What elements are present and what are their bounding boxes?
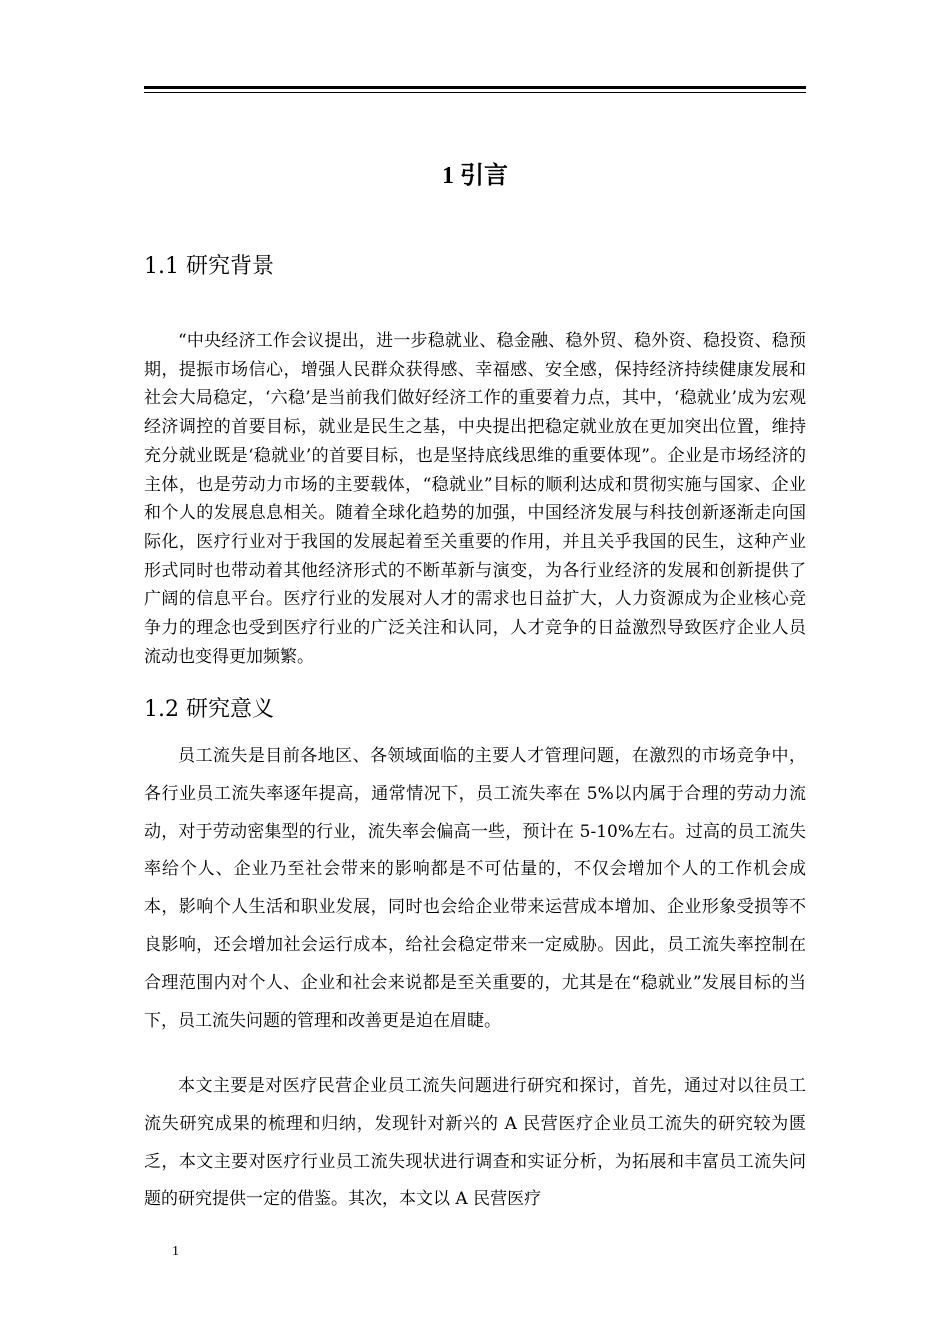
paragraph-background: “中央经济工作会议提出，进一步稳就业、稳金融、稳外贸、稳外资、稳投资、稳预期，提振市场信心，增强人民群众获得感、幸福感、安全感，保持经济持续健康发展和社会大局稳定，‘六稳’是当前我们做好经济工作的重要着力点，其中，‘稳就业’成为宏观经济调控的首要目标，就业是民生之基，中央提出把稳定就业放在更加突出位置，维持充分就业既是‘稳就业’的首要目标，也是坚持底线思维的重要体现”。企业是市场经济的主体，也是劳动力市场的主要载体，“稳就业”目标的顺利达成和贯彻实施与国家、企业和个人的发展息息相关。随着全球化趋势的加强，中国经济发展与科技创新逐渐走向国际化，医疗行业对于我国的发展起着至关重要的作用，并且关乎我国的民生，这种产业形式同时也带动着其他经济形式的不断革新与演变，为各行业经济的发展和创新提供了广阔的信息平台。医疗行业的发展对人才的需求也日益扩大，人力资源成为企业核心竞争力的理念也受到医疗行业的广泛关注和认同，人才竞争的日益激烈导致医疗企业人员流动也变得更加频繁。 xyxy=(144,331,806,667)
paragraph-significance-1: 员工流失是目前各地区、各领域面临的主要人才管理问题，在激烈的市场竞争中，各行业员工流失率逐年提高，通常情况下，员工流失率在 5%以内属于合理的劳动力流动，对于劳动密集型的行业，流失率会偏高一些，预计在 5-10%左右。过高的员工流失率给个人、企业乃至社会带来的影响都是不可估量的，不仅会增加个人的工作机会成本，影响个人生活和职业发展，同时也会给企业带来运营成本增加、企业形象受损等不良影响，还会增加社会运行成本，给社会稳定带来一定威胁。因此，员工流失率控制在合理范围内对个人、企业和社会来说都是至关重要的，尤其是在“稳就业”发展目标的当下，员工流失问题的管理和改善更是迫在眉睫。 xyxy=(144,746,806,1031)
chapter-title: 1 引言 xyxy=(442,163,508,189)
section-heading-background: 1.1 研究背景 xyxy=(144,254,274,279)
section-heading-significance: 1.2 研究意义 xyxy=(144,697,274,722)
paragraph-significance-2: 本文主要是对医疗民营企业员工流失问题进行研究和探讨，首先，通过对以往员工流失研究成果的梳理和归纳，发现针对新兴的 A 民营医疗企业员工流失的研究较为匮乏，本文主要对医疗行业员工流失现状进行调查和实证分析，为拓展和丰富员工流失问题的研究提供一定的借鉴。其次，本文以 A 民营医疗 xyxy=(144,1076,806,1210)
page-number: 1 xyxy=(172,1244,179,1259)
header-double-rule xyxy=(144,86,806,93)
